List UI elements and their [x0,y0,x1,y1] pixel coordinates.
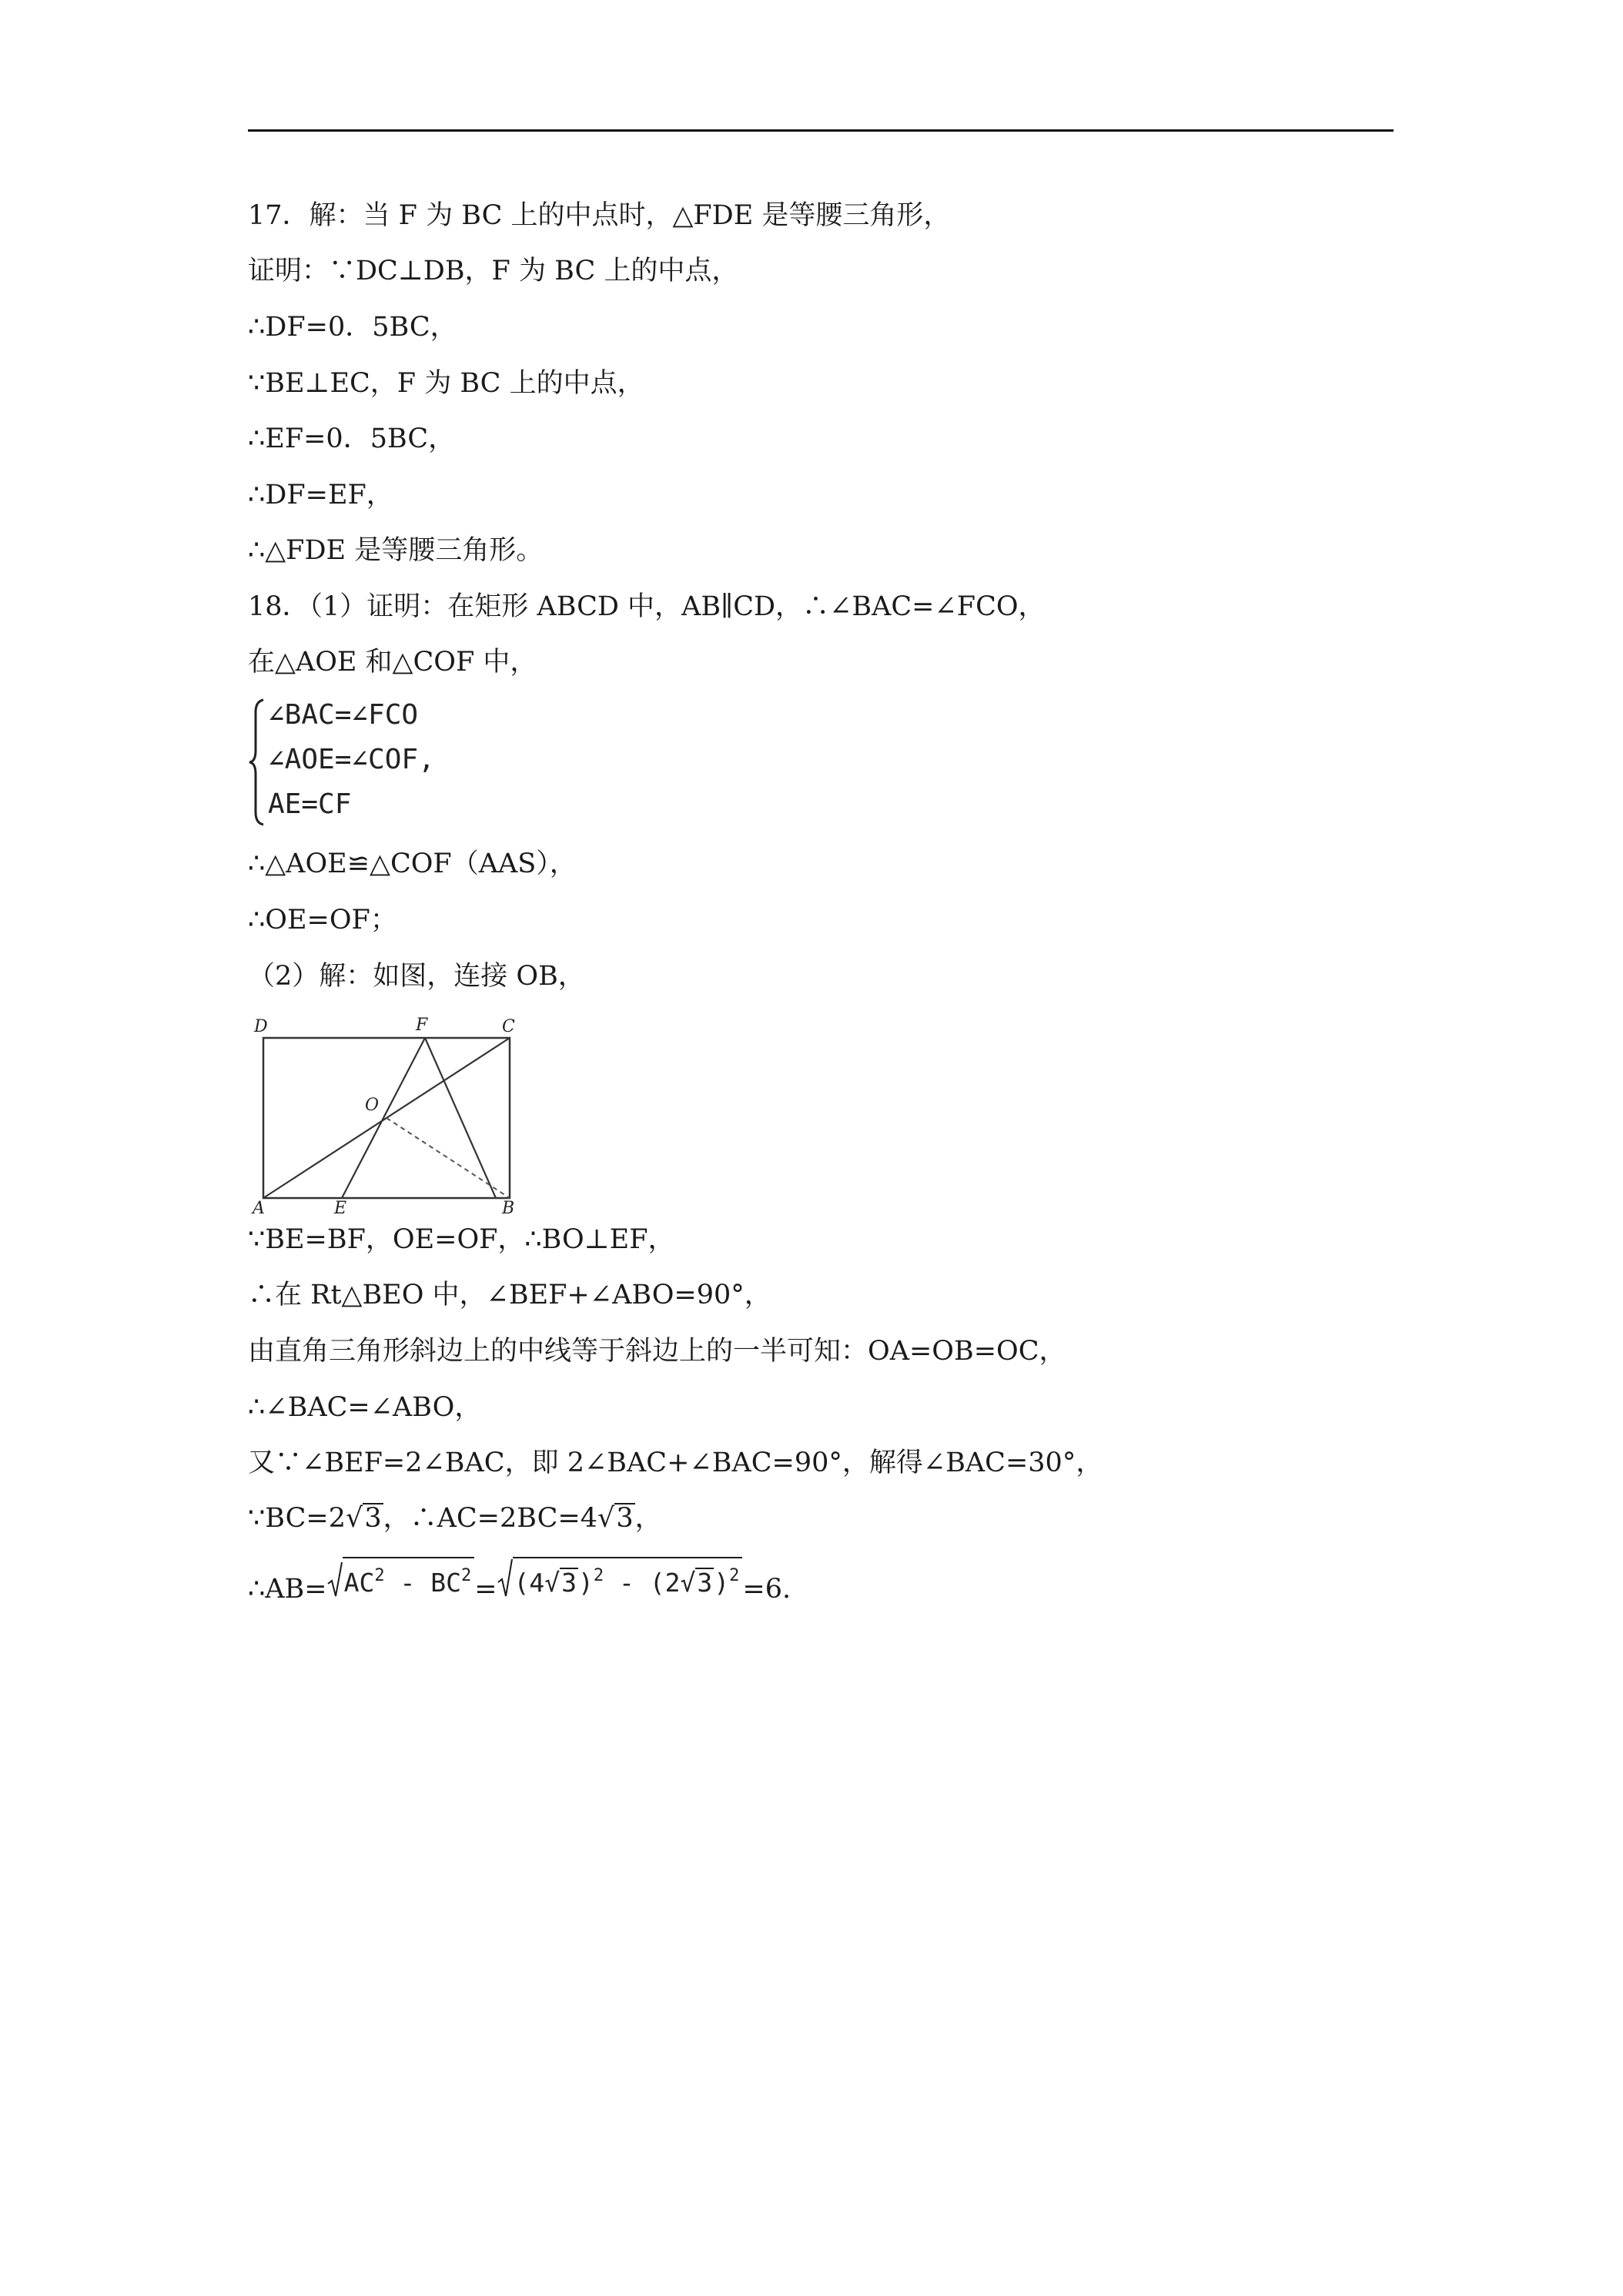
q18-line-11: ∵BC=2√3，∴AC=2BC=4√3， [248,1503,662,1534]
segment-fb [425,1038,496,1198]
label-f: F [416,1016,428,1035]
label-d: D [254,1017,268,1036]
label-e: E [334,1199,347,1213]
q18-line-1: 18．（1）证明：在矩形 ABCD 中，AB∥CD，∴∠BAC=∠FCO， [248,591,1046,622]
radical-icon [497,1558,513,1598]
sqrt-3-b: √3 [597,1503,634,1534]
segment-ef [342,1038,425,1198]
q17-line-2: 证明：∵DC⊥DB，F 为 BC 上的中点， [248,256,739,286]
q17-line-4: ∵BE⊥EC，F 为 BC 上的中点， [248,368,644,399]
sqrt-ac2-bc2: $AC^2 - BC^2$ [327,1557,475,1598]
equation-system [248,697,502,828]
geometry-figure [248,1015,525,1213]
q17-line-1: 17．解：当 F 为 BC 上的中点时，△FDE 是等腰三角形， [248,200,951,231]
q17-line-6: ∴DF=EF， [248,480,393,510]
q17-line-5: ∴EF=0．5BC， [248,423,456,454]
radical-icon [327,1561,343,1598]
q18-line-10: 又∵∠BEF=2∠BAC，即 2∠BAC+∠BAC=90°，解得∠BAC=30°， [248,1448,1103,1478]
radical-icon: √ [597,1503,615,1534]
label-c: C [502,1017,515,1036]
bc-value-prefix: ∵BC=2 [248,1503,346,1534]
q18-line-7: ∴在 Rt△BEO 中，∠BEF+∠ABO=90°， [248,1280,771,1310]
label-b: B [502,1199,515,1213]
header-rule [248,129,1394,132]
q18-line-3: ∴△AOE≌△COF（AAS）， [248,848,577,879]
system-row-1: ∠BAC=∠FCO [268,699,419,731]
q18-line-2: 在△AOE 和△COF 中， [248,647,537,678]
left-brace-icon [248,697,266,828]
q17-line-3: ∴DF=0．5BC， [248,312,457,343]
label-o: O [365,1096,380,1115]
q18-line-5: （2）解：如图，连接 OB， [248,961,585,992]
ab-prefix: ∴AB= [248,1574,327,1605]
q18-line-8: 由直角三角形斜边上的中线等于斜边上的一半可知：OA=OB=OC， [248,1336,1066,1367]
system-row-3: AE=CF [268,788,352,820]
q18-line-12: ∴AB= $AC^2 - BC^2$ = $(4√3)^2 - (2√3)^2$ =6. [248,1557,791,1609]
label-a: A [253,1199,265,1213]
radical-icon: √ [346,1503,363,1534]
ac-value-text: ，∴AC=2BC=4 [383,1503,598,1534]
q18-line-4: ∴OE=OF； [248,905,397,935]
system-row-2: ∠AOE=∠COF, [268,744,435,775]
ab-result: =6. [742,1574,791,1605]
q18-line-6: ∵BE=BF，OE=OF，∴BO⊥EF， [248,1224,675,1255]
sqrt-3-a: √3 [346,1503,382,1534]
q17-line-7: ∴△FDE 是等腰三角形。 [248,535,544,566]
sqrt-expression: $(4√3)^2 - (2√3)^2$ [497,1557,743,1598]
q18-line-9: ∴∠BAC=∠ABO， [248,1392,482,1423]
